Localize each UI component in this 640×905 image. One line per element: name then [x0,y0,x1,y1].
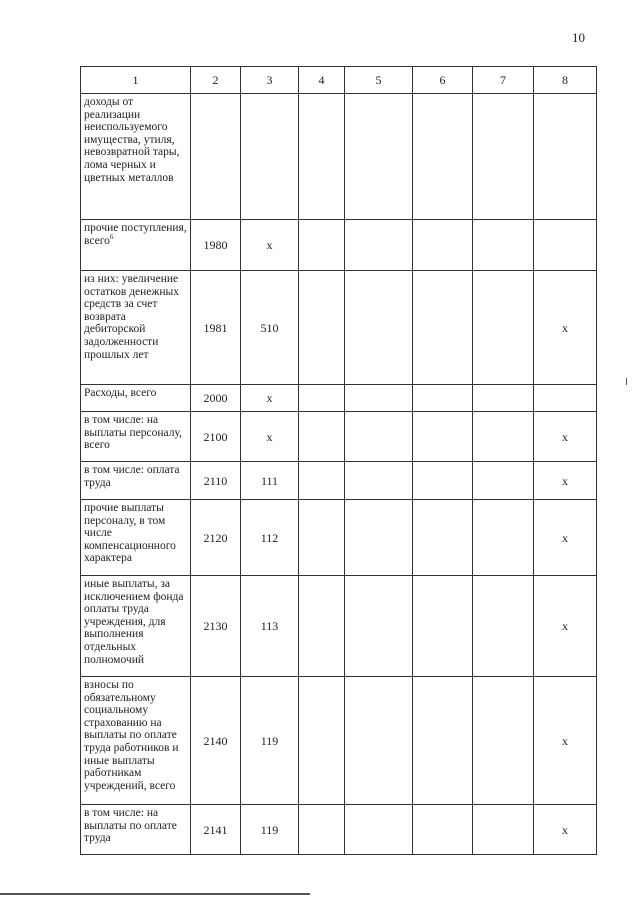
value-cell [413,412,473,462]
kbk-code-cell: 113 [241,576,299,677]
value-cell [299,220,345,271]
value-cell [473,94,534,220]
line-code-cell: 1980 [191,220,241,271]
page-number: 10 [572,30,585,45]
value-cell [299,677,345,805]
scan-mark [626,378,627,385]
bottom-rule [0,893,310,895]
value-cell [345,271,413,385]
line-code-cell: 2141 [191,805,241,855]
kbk-code-cell: 119 [241,677,299,805]
value-cell [299,271,345,385]
header-cell: 8 [534,67,597,94]
table-row [81,500,597,576]
value-cell [299,94,345,220]
financial-plan-table [80,66,597,855]
table-row [81,385,597,412]
row-description: доходы от реализации неиспользуемого имущества, утиля, невозвратной тары, лома черных и цветных металлов [81,94,191,220]
row-description: прочие выплаты персоналу, в том числе компенсационного характера [81,500,191,576]
value-cell [473,462,534,500]
line-code-cell: 2000 [191,385,241,412]
kbk-code-cell: x [241,220,299,271]
line-code-cell: 2110 [191,462,241,500]
row-description: в том числе: оплата труда [81,462,191,500]
value-cell [473,412,534,462]
value-cell [473,500,534,576]
value-cell [299,462,345,500]
value-cell [413,462,473,500]
value-cell: x [534,412,597,462]
table-row [81,412,597,462]
value-cell [345,805,413,855]
value-cell [345,500,413,576]
value-cell: x [534,805,597,855]
value-cell [473,677,534,805]
row-description: иные выплаты, за исключением фонда оплаты труда учреждения, для выполнения отдельных полномочий [81,576,191,677]
table-row [81,94,597,220]
header-cell: 5 [345,67,413,94]
row-description: в том числе: на выплаты по оплате труда [81,805,191,855]
line-code-cell: 2130 [191,576,241,677]
row-description: Расходы, всего [81,385,191,412]
value-cell [473,576,534,677]
value-cell [473,805,534,855]
value-cell: x [534,271,597,385]
line-code-cell: 2140 [191,677,241,805]
table-row [81,271,597,385]
line-code-cell: 2100 [191,412,241,462]
value-cell [413,385,473,412]
table-header-row [81,67,597,94]
value-cell [413,677,473,805]
header-cell: 7 [473,67,534,94]
row-description: взносы по обязательному социальному страхованию на выплаты по оплате труда работников и иные выплаты работникам учреждений, всего [81,677,191,805]
value-cell [345,462,413,500]
value-cell [299,412,345,462]
table-row [81,805,597,855]
table-row [81,462,597,500]
value-cell [413,94,473,220]
value-cell: x [534,500,597,576]
line-code-cell [191,94,241,220]
value-cell [345,576,413,677]
table-row [81,576,597,677]
value-cell [345,677,413,805]
value-cell [473,385,534,412]
row-description: из них: увеличение остатков денежных средств за счет возврата дебиторской задолженности прошлых лет [81,271,191,385]
header-cell: 6 [413,67,473,94]
header-cell: 4 [299,67,345,94]
row-description: в том числе: на выплаты персоналу, всего [81,412,191,462]
kbk-code-cell: 112 [241,500,299,576]
header-cell: 1 [81,67,191,94]
value-cell [299,500,345,576]
value-cell [413,576,473,677]
value-cell: x [534,462,597,500]
kbk-code-cell: 510 [241,271,299,385]
value-cell [299,576,345,677]
value-cell [413,271,473,385]
value-cell: x [534,576,597,677]
header-cell: 3 [241,67,299,94]
footnote-mark: 6 [109,232,114,241]
value-cell [473,220,534,271]
table-row [81,220,597,271]
row-description-text: прочие поступления, всего [84,222,187,247]
row-description [81,220,191,271]
value-cell [413,500,473,576]
line-code-cell: 2120 [191,500,241,576]
value-cell [473,271,534,385]
value-cell [299,805,345,855]
value-cell [534,94,597,220]
line-code-cell: 1981 [191,271,241,385]
kbk-code-cell: 119 [241,805,299,855]
value-cell [534,385,597,412]
value-cell [534,220,597,271]
kbk-code-cell: x [241,385,299,412]
table-row [81,677,597,805]
kbk-code-cell: 111 [241,462,299,500]
value-cell [345,412,413,462]
value-cell [345,220,413,271]
header-cell: 2 [191,67,241,94]
value-cell [345,385,413,412]
value-cell: x [534,677,597,805]
value-cell [345,94,413,220]
kbk-code-cell: x [241,412,299,462]
value-cell [413,220,473,271]
kbk-code-cell [241,94,299,220]
value-cell [413,805,473,855]
value-cell [299,385,345,412]
